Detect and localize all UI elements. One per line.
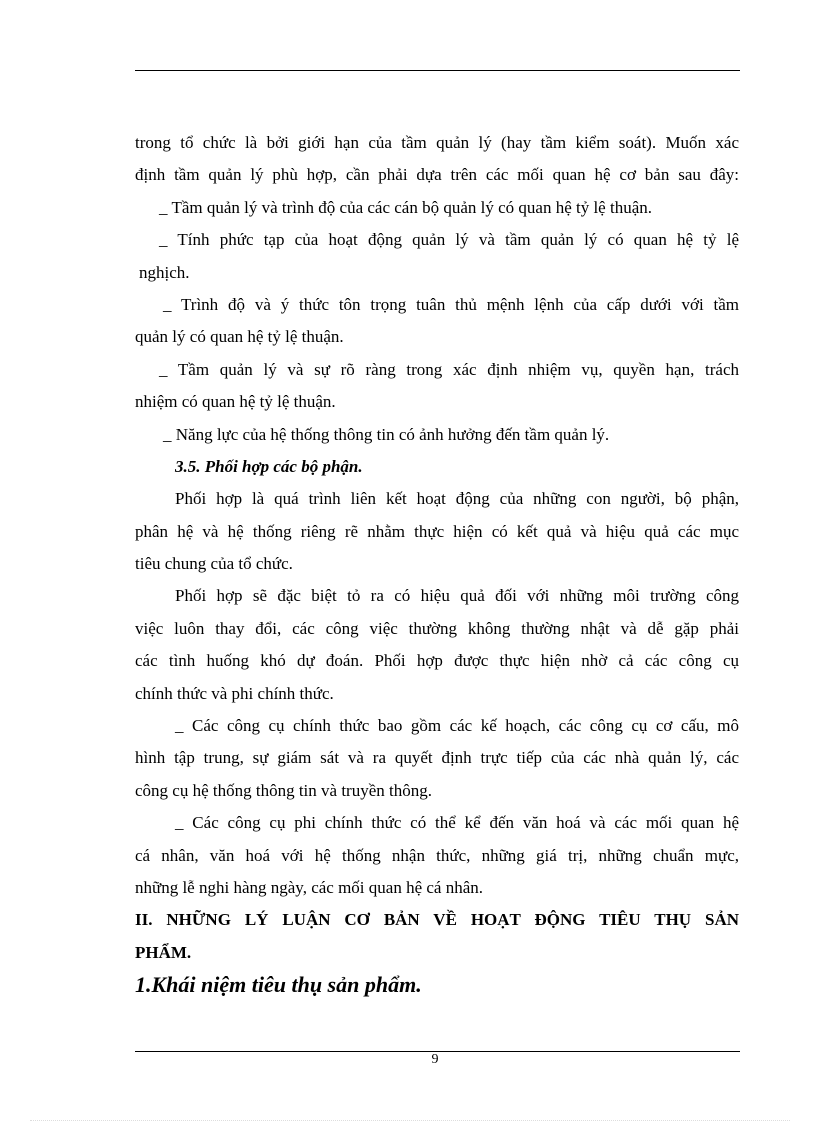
chapter-heading: PHẨM. xyxy=(135,942,192,962)
section-heading: 3.5. Phối hợp các bộ phận. xyxy=(175,456,363,476)
bullet-line: _ Trình độ và ý thức tôn trọng tuân thủ mệnh lệnh của cấp dưới với tầm xyxy=(163,294,739,314)
bullet-line: _ Tầm quản lý và sự rõ ràng trong xác định nhiệm vụ, quyền hạn, trách xyxy=(159,359,739,379)
header-rule xyxy=(135,70,740,71)
body-line: phân hệ và hệ thống riêng rẽ nhằm thực hiện có kết quả và hiệu quả các mục xyxy=(135,521,739,541)
body-line: các tình huống khó dự đoán. Phối hợp được thực hiện nhờ cả các công cụ xyxy=(135,651,739,671)
bullet-line: _ Các công cụ phi chính thức có thể kể đến văn hoá và các mối quan hệ xyxy=(175,813,739,833)
bullet-line: _ Tầm quản lý và trình độ của các cán bộ quản lý có quan hệ tỷ lệ thuận. xyxy=(159,197,652,217)
paragraph-first-line: Phối hợp là quá trình liên kết hoạt động của những con người, bộ phận, xyxy=(175,489,739,509)
body-line: chính thức và phi chính thức. xyxy=(135,683,334,703)
body-line: tiêu chung của tổ chức. xyxy=(135,554,293,574)
body-line: những lễ nghi hàng ngày, các mối quan hệ cá nhân. xyxy=(135,877,484,897)
bullet-line: _ Tính phức tạp của hoạt động quản lý và tầm quản lý có quan hệ tỷ lệ xyxy=(159,230,739,250)
body-line: định tầm quản lý phù hợp, cần phải dựa trên các mối quan hệ cơ bản sau đây: xyxy=(135,165,739,185)
page-edge-dots xyxy=(30,1120,790,1121)
chapter-heading: II. NHỮNG LÝ LUẬN CƠ BẢN VỀ HOẠT ĐỘNG TIÊU THỤ SẢN xyxy=(135,910,739,930)
page-body xyxy=(135,127,739,1002)
body-line: nghịch. xyxy=(139,262,190,282)
body-line: nhiệm có quan hệ tỷ lệ thuận. xyxy=(135,392,336,412)
page-number: 9 xyxy=(431,1052,439,1067)
paragraph-first-line: Phối hợp sẽ đặc biệt tỏ ra có hiệu quả đối với những môi trường công xyxy=(175,586,739,606)
body-line: việc luôn thay đổi, các công việc thường không thường nhật và dễ gặp phải xyxy=(135,618,739,638)
body-line: cá nhân, văn hoá với hệ thống nhận thức, những giá trị, những chuẩn mực, xyxy=(135,845,739,865)
bullet-line: _ Năng lực của hệ thống thông tin có ảnh hưởng đến tầm quản lý. xyxy=(163,424,610,444)
subsection-heading: 1.Khái niệm tiêu thụ sản phẩm. xyxy=(135,972,422,998)
bullet-line: _ Các công cụ chính thức bao gồm các kế hoạch, các công cụ cơ cấu, mô xyxy=(175,716,739,736)
body-line: hình tập trung, sự giám sát và ra quyết định trực tiếp của các nhà quản lý, các xyxy=(135,748,739,768)
body-line: quản lý có quan hệ tỷ lệ thuận. xyxy=(135,327,344,347)
body-line: trong tổ chức là bởi giới hạn của tầm quản lý (hay tầm kiểm soát). Muốn xác xyxy=(135,133,739,152)
body-line: công cụ hệ thống thông tin và truyền thông. xyxy=(135,780,432,800)
